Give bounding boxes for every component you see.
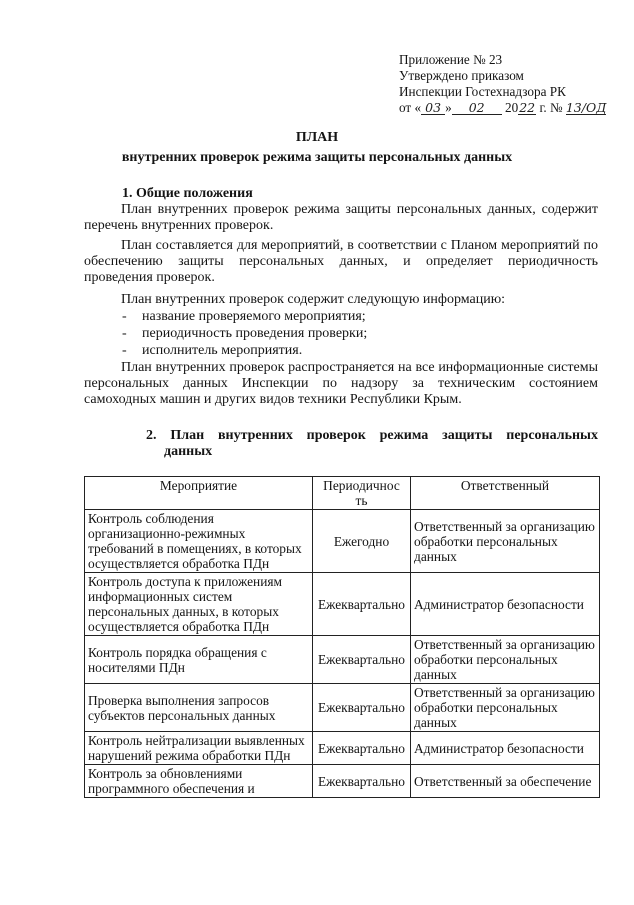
handwritten-day: 03 (421, 102, 445, 115)
activity-cell: Проверка выполнения запросов субъектов персональных данных (85, 684, 313, 732)
activity-cell: Контроль нейтрализации выявленных нарушений режима обработки ПДн (85, 732, 313, 765)
frequency-cell: Ежеквартально (313, 636, 411, 684)
frequency-cell: Ежеквартально (313, 684, 411, 732)
responsible-cell: Ответственный за организацию обработки персональных данных (411, 684, 600, 732)
inspection-plan-table (84, 476, 600, 798)
section1-paragraph-1: План внутренних проверок режима защиты персональных данных, содержит перечень внутренних проверок. (84, 202, 598, 233)
section2-heading-continued: данных (164, 444, 213, 459)
handwritten-year: 22 (519, 100, 536, 115)
responsible-cell: Администратор безопасности (411, 732, 600, 765)
activity-cell: Контроль за обновлениями программного обеспечения и (85, 765, 313, 798)
activity-cell: Контроль порядка обращения с носителями ПДн (85, 636, 313, 684)
handwritten-order-number: 13/ОД (565, 100, 607, 115)
column-header-activity: Мероприятие (85, 477, 313, 510)
approval-line: Утверждено приказом (399, 68, 524, 83)
column-header-frequency: Периодичнос ть (313, 477, 411, 510)
bullet-dash: - (122, 343, 127, 358)
order-date-line: от « 03 » 02 2022 г. № 13/ОД (399, 100, 607, 115)
bullet-item: название проверяемого мероприятия; (142, 309, 366, 324)
table-row (85, 732, 600, 765)
table-row (85, 510, 600, 573)
frequency-cell: Ежеквартально (313, 732, 411, 765)
appendix-block (399, 52, 629, 116)
table-row (85, 636, 600, 684)
frequency-cell: Ежеквартально (313, 573, 411, 636)
responsible-cell: Ответственный за обеспечение (411, 765, 600, 798)
bullet-dash: - (122, 309, 127, 324)
table-row (85, 765, 600, 798)
bullet-item: периодичность проведения проверки; (142, 326, 368, 341)
section1-paragraph-2: План составляется для мероприятий, в соответствии с Планом мероприятий по обеспечению защиты персональных данных, и определяет периодичность проведения проверок. (84, 238, 598, 285)
section1-paragraph-4: План внутренних проверок распространяется на все информационные системы персональных данных Инспекции по надзору за техническим состоянием самоходных машин и других видов техники Республики Крым. (84, 360, 598, 407)
section1-heading: 1. Общие положения (122, 186, 253, 201)
table-row (85, 573, 600, 636)
activity-cell: Контроль доступа к приложениям информационных систем персональных данных, в которых осуществляется обработка ПДн (85, 573, 313, 636)
activity-cell: Контроль соблюдения организационно-режимных требований в помещениях, в которых осуществляется обработка ПДн (85, 510, 313, 573)
page-subtitle: внутренних проверок режима защиты персональных данных (121, 150, 513, 165)
frequency-cell: Ежеквартально (313, 765, 411, 798)
column-header-responsible: Ответственный (411, 477, 600, 510)
bullet-dash: - (122, 326, 127, 341)
responsible-cell: Ответственный за организацию обработки персональных данных (411, 510, 600, 573)
responsible-cell: Ответственный за организацию обработки персональных данных (411, 636, 600, 684)
frequency-cell: Ежегодно (313, 510, 411, 573)
table-row (85, 684, 600, 732)
table-header-row (85, 477, 600, 510)
appendix-number: Приложение № 23 (399, 52, 503, 67)
issuer-line: Инспекции Гостехнадзора РК (399, 84, 566, 99)
section1-paragraph-3: План внутренних проверок содержит следующую информацию: (121, 292, 506, 307)
bullet-item: исполнитель мероприятия. (142, 343, 303, 358)
page-title: ПЛАН (295, 130, 339, 145)
responsible-cell: Администратор безопасности (411, 573, 600, 636)
section2-heading: 2. План внутренних проверок режима защиты персональных (146, 428, 598, 443)
handwritten-month: 02 (452, 102, 502, 115)
